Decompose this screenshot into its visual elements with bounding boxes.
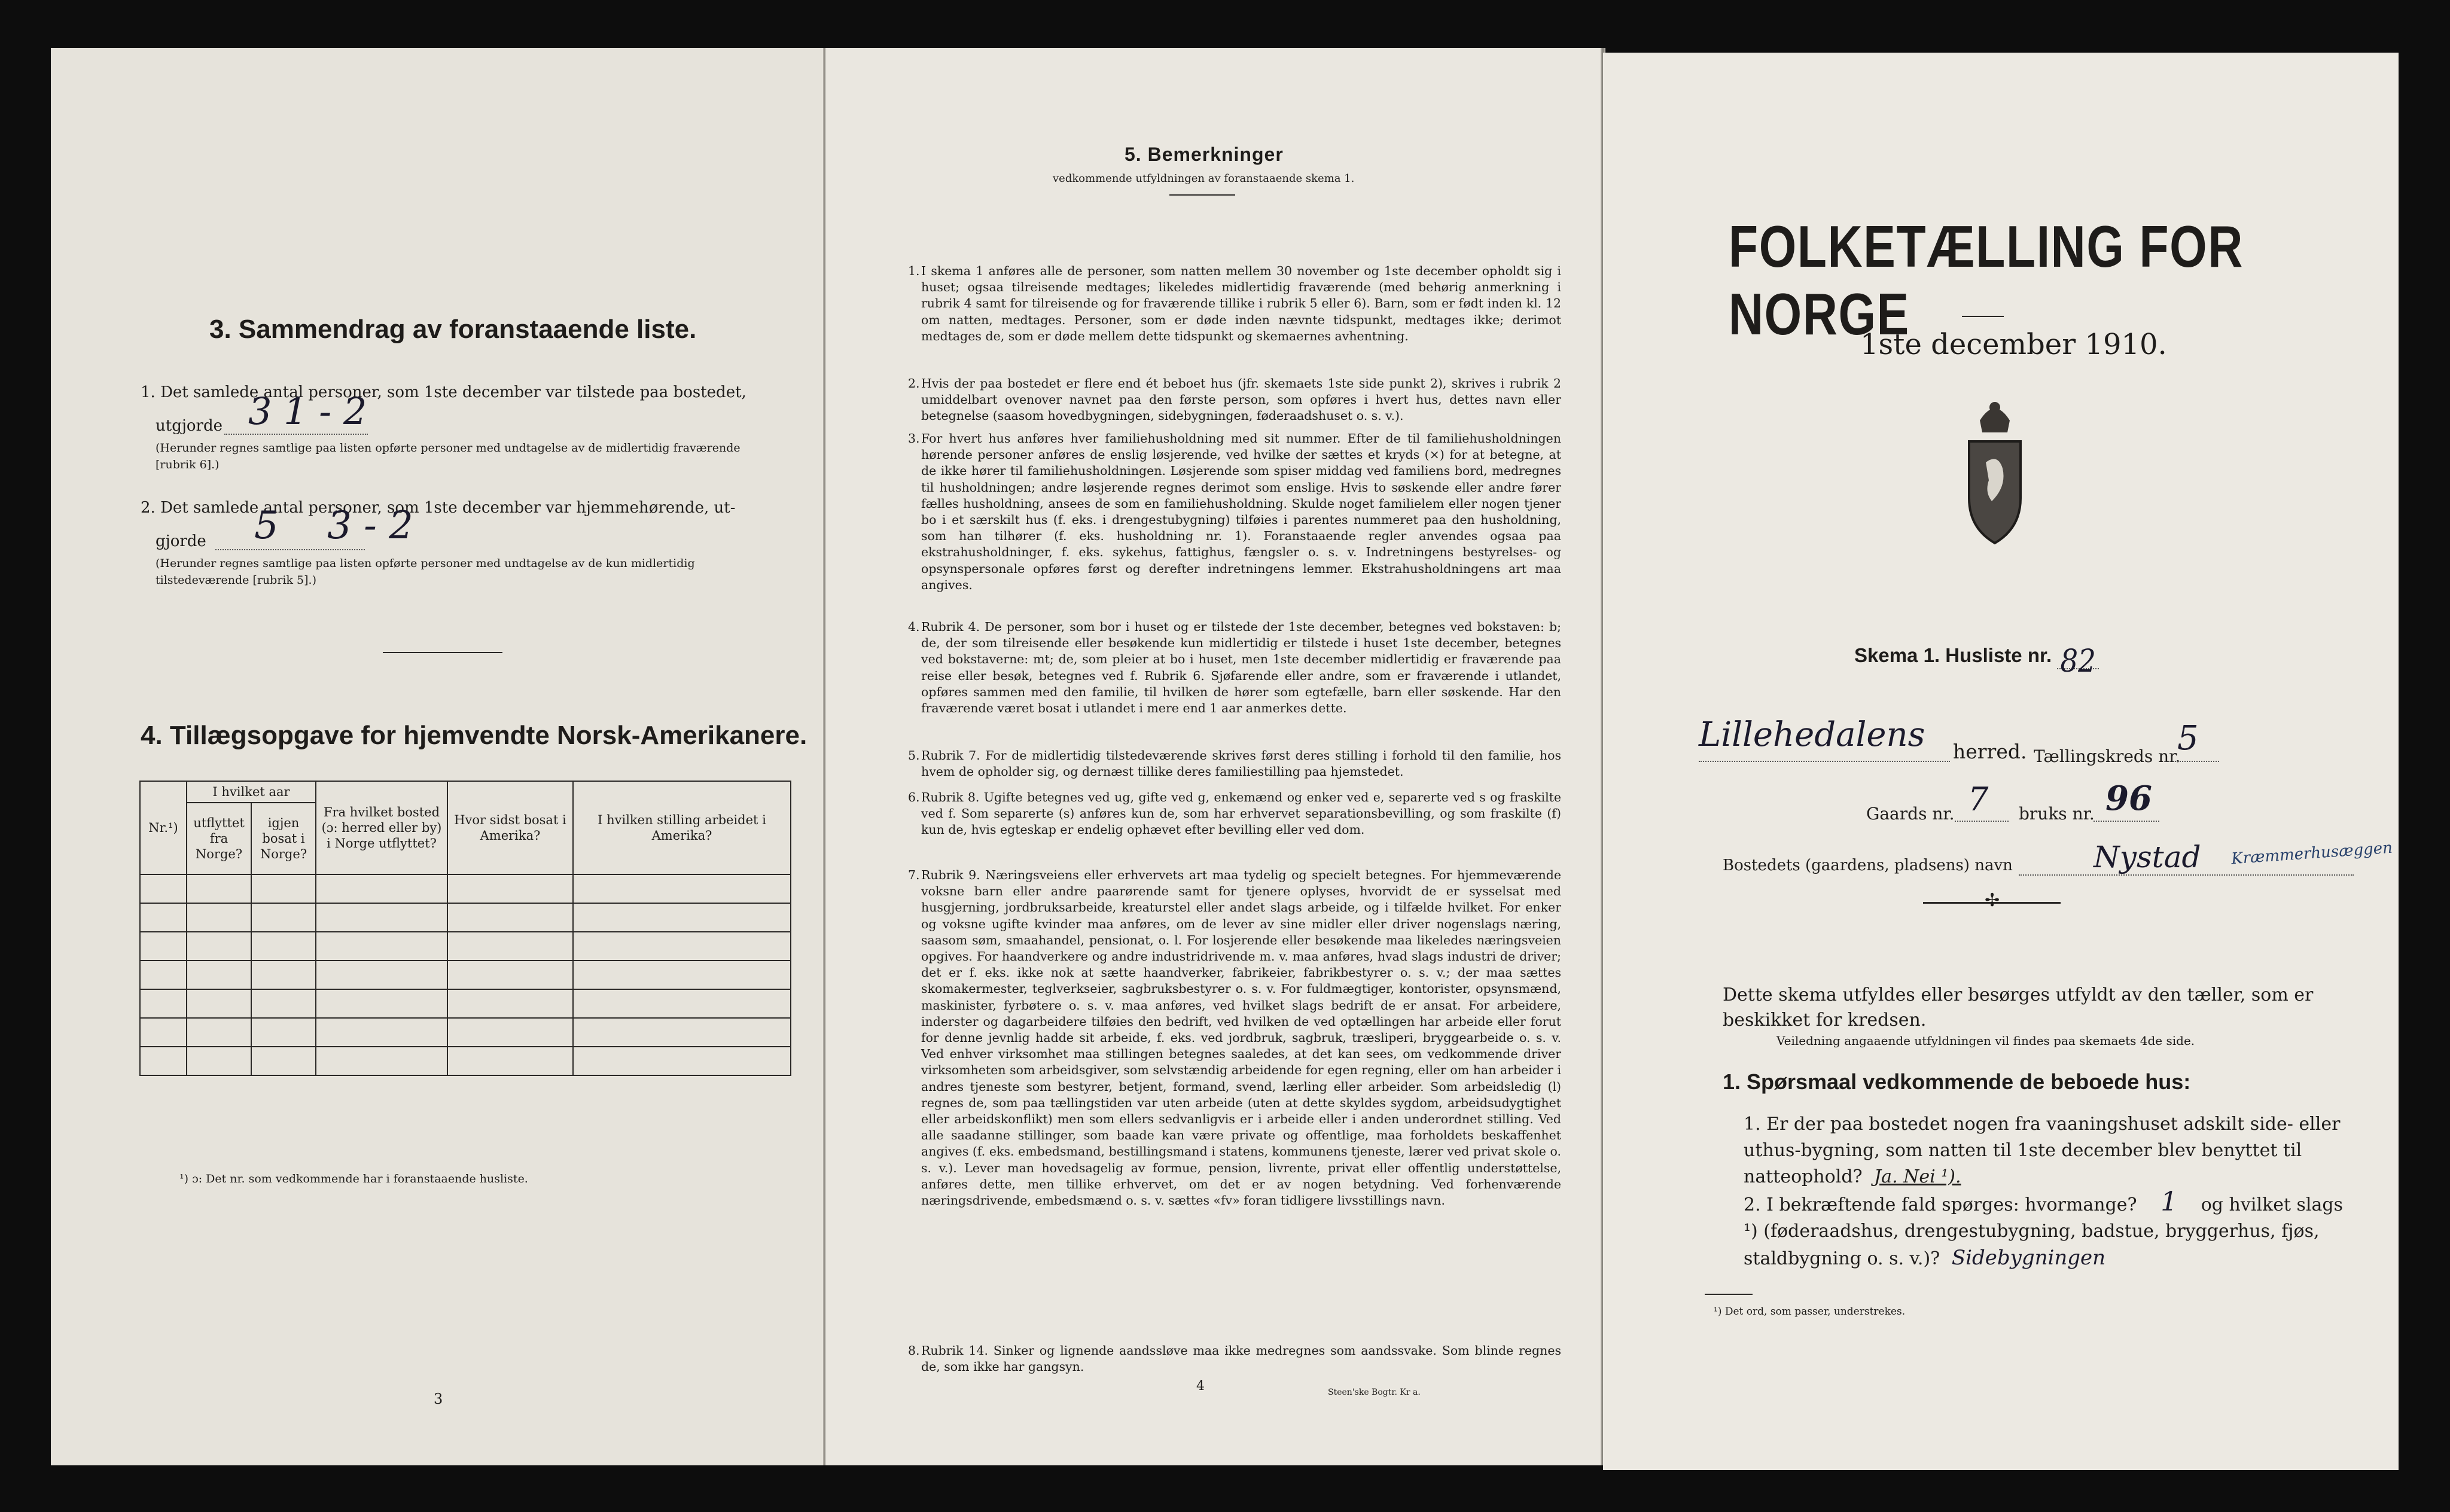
bruks-handwriting: 96 [2105,779,2152,818]
col-utflyttet-header: utflyttet fra Norge? [187,803,251,874]
table-row [140,903,791,932]
gaards-handwriting: 7 [1968,781,1989,818]
remark-number: 1. [908,264,920,278]
remark-text: For hvert hus anføres hver familiehusholdning med sit nummer. Efter de til familiehusholdningen hørende personer anføres de enslig løsjerende, ved hvilke der sættes et kryds (×) for at betegne, at de ikke hører til familiehusholdningen. Løsjerende som spiser middag ved familiens bord, medregnes til husholdningen; andre løsjerende regnes derimot som enslige. Hvis to søskende eller andre fører fælles husholdning, ansees de som en familiehusholdning. Skulde noget familielem eller nogen tjener bo i et særskilt hus (f. eks. i drengestubygning) tilføies i parentes nummeret paa den husholdning, som han tilhører (f. eks. husholdning nr. 1). Foranstaaende regler anvendes ogsaa paa ekstrahusholdninger, f. eks. sykehus, fattighus, fængsler o. s. v. Indretningens bestyrelses- og opsynspersonale opføres først og derefter indretningens lemmer. Ekstrahusholdningens art maa angives. [921,431,1561,592]
middle-page [825,48,1603,1465]
summary-item-2-label: gjorde [156,532,206,550]
col-igjen-header: igjen bosat i Norge? [251,803,316,874]
left-page [51,48,825,1465]
remark-item [908,376,1561,425]
table-row [140,989,791,1018]
section3-title: 3. Sammendrag av foranstaaende liste. [209,315,697,344]
remark-text: I skema 1 anføres alle de personer, som natten mellem 30 november og 1ste december opholdt sig i huset; ogsaa tilreisende medtages; likeledes midlertidig fraværende (med behørig anmerkning i rubrik 4 samt for tilreisende og for fraværende tillike i rubrik 5 eller 6). Barn, som er født inden kl. 12 om natten, medtages. Personer, som er døde inden nævnte tidspunkt, medtages ikke; derimot medtages de, som er døde mellem dette tidspunkt og skemaernes avhentning. [921,264,1561,343]
bosted-line [1723,839,2393,884]
col-nr-header: Nr.¹) [140,781,187,874]
summary-item-2-text: 2. Det samlede antal personer, som 1ste december var hjemmehørende, ut- [141,499,736,517]
col-fra-header: Fra hvilket bosted (ɔ: herred eller by) i Norge utflyttet? [316,781,447,874]
kreds-handwriting: 5 [2177,719,2199,758]
bruks-label: bruks nr. [2019,804,2095,824]
title-underline [1962,316,2004,317]
bosted-label: Bostedets (gaardens, pladsens) navn [1723,856,2013,874]
question-2 [1744,1189,2348,1272]
remark-item [908,748,1561,780]
table-row [140,961,791,989]
right-footnote: ¹) Det ord, som passer, understrekes. [1714,1306,1906,1318]
gaards-label: Gaards nr. [1866,804,1955,824]
remarks-subtitle: vedkommende utfyldningen av foranstaaende skema 1. [1053,172,1355,185]
summary-item-2 [141,495,793,589]
remark-number: 3. [908,431,920,446]
remark-item [908,867,1561,1209]
bosted-handwriting-2: Kræmmerhusæggen [2230,839,2393,868]
page-number: 3 [434,1391,443,1407]
section4-title: 4. Tillægsopgave for hjemvendte Norsk-Amerikanere. [141,721,807,750]
question-1-answer: Ja. Nei ¹). [1874,1166,1961,1187]
ornament-icon: ✢ [1985,890,2000,911]
remark-text: Rubrik 14. Sinker og lignende aandssløve maa ikke medregnes som aandssvake. Som blinde regnes de, som ikke har gangsyn. [921,1343,1561,1374]
gaards-line [1866,779,2285,830]
census-title: FOLKETÆLLING FOR NORGE [1729,214,2244,347]
summary-item-2-handwriting: 5 3 - 2 [254,504,413,548]
question-2-text-b: og hvilket slags ¹) (føderaadshus, drengestubygning, badstue, bryggerhus, fjøs, staldbygning o. s. v.)? [1744,1194,2344,1269]
remark-number: 7. [908,868,920,882]
remark-text: Rubrik 9. Næringsveiens eller erhvervets art maa tydelig og specielt betegnes. For hjemmeværende voksne barn eller andre paarørende samt for tjenere oplyses, hvorvidt de er sysselsat med husgjerning, jordbruksarbeide, kreaturstel eller andet slags arbeide, og i tilfælde hvilket. For enker og voksne ugifte kvinder maa anføres, om de lever av sine midler eller driver nogenslags næring, saasom søm, smaahandel, pensionat, o. l. For losjerende eller besøkende maa likeledes næringsveien opgives. For haandverkere og andre industridrivende m. v. maa anføres, hvad slags industri de driver; det er f. eks. ikke nok at sætte haandverker, fabrikeier, fabrikbestyrer o. s. v.; der maa sættes skomakermester, teglverkseier, sagbruksbestyrer o. s. v. For fuldmægtiger, kontorister, opsynsmænd, maskinister, fyrbøtere o. s. v. maa anføres, ved hvilket slags bedrift de er ansat. For arbeidere, inderster og dagarbeidere tilføies den bedrift, ved hvilken de ved optællingen har arbeide eller forut for denne jevnlig hadde sit arbeide, f. eks. ved jordbruk, sagbruk, træsliperi, bryggearbeide o. s. v. Ved enhver virksomhet maa stillingen betegnes saaledes, at det kan sees, om vedkommende driver virksomheten som arbeidsgiver, som selvstændig arbeidende for egen regning, eller om han arbeider i andres tjeneste som bestyrer, betjent, formand, svend, lærling eller arbeider. Som arbeidsledig (l) regnes de, som paa tællingstiden var uten arbeide (uten at dette skyldes sygdom, arbeidsudygtighet eller arbeidskonflikt) men som ellers sedvanligvis er i arbeide eller i anden underordnet stilling. Ved alle saadanne stillinger, som baade kan være private og offentlige, maa forholdets beskaffenhet angives (f. eks. embedsmand, bestillingsmand i statens, kommunens tjeneste, lærer ved privat skole o. s. v.). Lever man hovedsagelig av formue, pension, livrente, privat eller offentlig understøttelse, anføres dette, men tillike erhvervet, om det er av nogen betydning. Ved forhenværende næringsdrivende, embedsmænd o. s. v. sættes «fv» foran tidligere livsstillings navn. [921,868,1561,1208]
table-row [140,932,791,961]
divider [1169,194,1235,196]
instruction-small: Veiledning angaaende utfyldningen vil findes paa skemaets 4de side. [1776,1034,2195,1048]
col-group-header: I hvilket aar [187,781,316,803]
skema-line [1854,642,2099,679]
summary-item-1-text: 1. Det samlede antal personer, som 1ste december var tilstede paa bostedet, [141,383,746,401]
table-row [140,1047,791,1075]
remark-text: Rubrik 8. Ugifte betegnes ved ug, gifte ved g, enkemænd og enker ved e, separerte ved s og fraskilte ved f. Som separerte (s) anføres kun de, som har erhvervet separationsbevilling, og som fraskilte (f) kun de, hvis egteskap er endelig ophævet efter bevilling eller ved dom. [921,790,1561,837]
bosted-handwriting: Nystad [2094,840,2201,874]
summary-item-1-handwriting: 3 1 - 2 [248,389,367,433]
remark-number: 4. [908,620,920,634]
right-page [1603,53,2399,1470]
remark-number: 2. [908,376,920,391]
remark-item [908,431,1561,593]
divider [383,652,502,653]
census-date: 1ste december 1910. [1860,328,2167,361]
remark-text: Hvis der paa bostedet er flere end ét beboet hus (jfr. skemaets 1ste side punkt 2), skrives i rubrik 2 umiddelbart ovenover navnet paa den første person, som opføres i hvert hus, dettes navn eller betegnelse (saasom hovedbygningen, sidebygningen, føderaadshuset o. s. v.). [921,376,1561,423]
remark-number: 8. [908,1343,920,1358]
col-hvor-header: Hvor sidst bosat i Amerika? [447,781,573,874]
remark-item [908,263,1561,345]
remark-text: Rubrik 4. De personer, som bor i huset og er tilstede der 1ste december, betegnes ved bokstaven: b; de, der som tilreisende eller besøkende kun midlertidig er tilstede i huset 1ste december, betegnes ved bokstaverne: mt; de, som pleier at bo i huset, men 1ste december midlertidig er fraværende paa reise eller besøk, betegnes ved f. Rubrik 6. Sjøfarende eller andre, som er fraværende i utlandet, opføres sammen med den familie, til hvilken de hører som egtefælle, barn eller søskende. Har den fraværende været bosat i utlandet i mere end 1 aar anmerkes dette. [921,620,1561,716]
question-2-count-handwriting: 1 [2160,1187,2178,1217]
summary-item-2-note: (Herunder regnes samtlige paa listen opførte personer med undtagelse av de kun midlertidig tilstedeværende [rubrik 5].) [156,557,695,587]
summary-item-1-note: (Herunder regnes samtlige paa listen opførte personer med undtagelse av de midlertidig fraværende [rubrik 6].) [156,441,741,471]
remark-number: 6. [908,790,920,804]
herred-line [1699,715,2369,770]
herred-label: herred. [1953,740,2027,763]
divider [1705,1294,1753,1295]
remark-item [908,789,1561,839]
footnote: ¹) ɔ: Det nr. som vedkommende har i foranstaaende husliste. [179,1172,528,1185]
question-2-text-a: 2. I bekræftende fald spørges: hvormange? [1744,1194,2137,1215]
herred-handwriting: Lillehedalens [1699,715,1925,754]
summary-item-1 [141,380,793,473]
remarks-title: 5. Bemerkninger [1125,144,1284,165]
coat-of-arms-icon [1956,397,2034,546]
question-2-kind-handwriting: Sidebygningen [1951,1246,2106,1270]
question-1-text: 1. Er der paa bostedet nogen fra vaaningshuset adskilt side- eller uthus-bygning, som natten til 1ste december blev benyttet til natteophold? [1744,1114,2341,1187]
col-stilling-header: I hvilken stilling arbeidet i Amerika? [573,781,791,874]
table-row [140,874,791,903]
question-title: 1. Spørsmaal vedkommende de beboede hus: [1723,1069,2191,1094]
page-number: 4 [1196,1379,1205,1394]
printer-mark: Steen'ske Bogtr. Kr a. [1328,1388,1421,1397]
instruction: Dette skema utfyldes eller besørges utfyldt av den tæller, som er beskikket for kredsen. [1723,984,2314,1031]
kreds-label: Tællingskreds nr. [2034,746,2181,766]
skema-handwriting: 82 [2060,644,2096,679]
summary-item-1-label: utgjorde [156,417,223,435]
remark-number: 5. [908,748,920,763]
norsk-amerikanere-table [139,781,791,1076]
table-row [140,1018,791,1047]
remark-text: Rubrik 7. For de midlertidig tilstedeværende skrives først deres stilling i forhold til den familie, hos hvem de opholder sig, og dernæst tillike deres familiestilling paa hjemstedet. [921,748,1561,779]
skema-label: Skema 1. Husliste nr. [1854,644,2052,666]
remark-item [908,1343,1561,1375]
remark-item [908,619,1561,717]
question-1 [1744,1111,2348,1190]
